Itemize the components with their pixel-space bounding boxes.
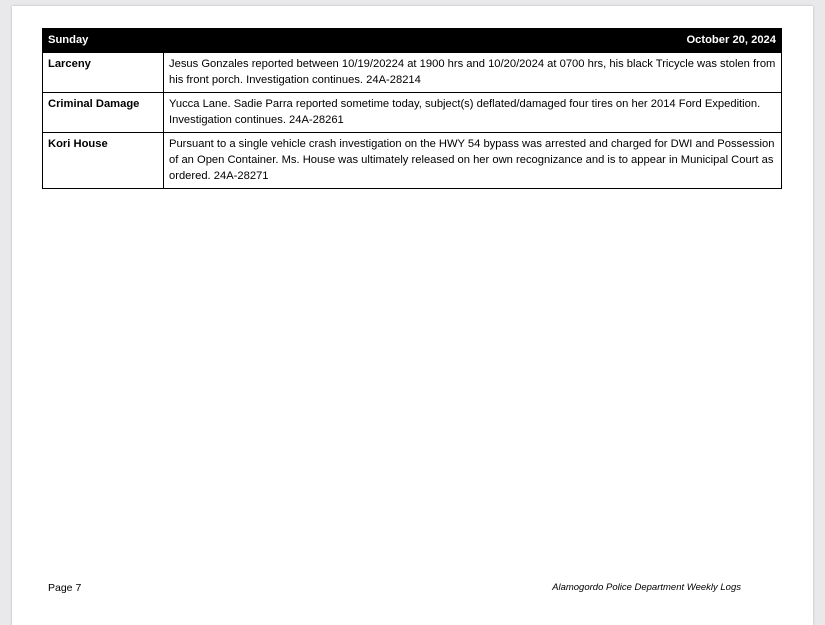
header-day: Sunday (43, 29, 164, 53)
entry-text: Pursuant to a single vehicle crash investigation on the HWY 54 bypass was arrested and charged for DWI and Possession of an Open Container. Ms. House was ultimately released on her own recognizance and is to appear in Municipal Court as ordered. 24A-28271 (164, 133, 782, 189)
footer-title: Alamogordo Police Department Weekly Logs (552, 582, 741, 593)
document-page (12, 6, 813, 625)
table-row (43, 53, 782, 93)
entry-label: Criminal Damage (43, 93, 164, 133)
header-date: October 20, 2024 (164, 29, 782, 53)
weekly-log-table (42, 28, 782, 189)
table-row (43, 133, 782, 189)
page-number: Page 7 (48, 582, 82, 594)
entry-text: Jesus Gonzales reported between 10/19/20224 at 1900 hrs and 10/20/2024 at 0700 hrs, his black Tricycle was stolen from his front porch. Investigation continues. 24A-28214 (164, 53, 782, 93)
table-header-row (43, 29, 782, 53)
table-row (43, 93, 782, 133)
entry-label: Kori House (43, 133, 164, 189)
entry-text: Yucca Lane. Sadie Parra reported sometime today, subject(s) deflated/damaged four tires on her 2014 Ford Expedition. Investigation continues. 24A-28261 (164, 93, 782, 133)
entry-label: Larceny (43, 53, 164, 93)
